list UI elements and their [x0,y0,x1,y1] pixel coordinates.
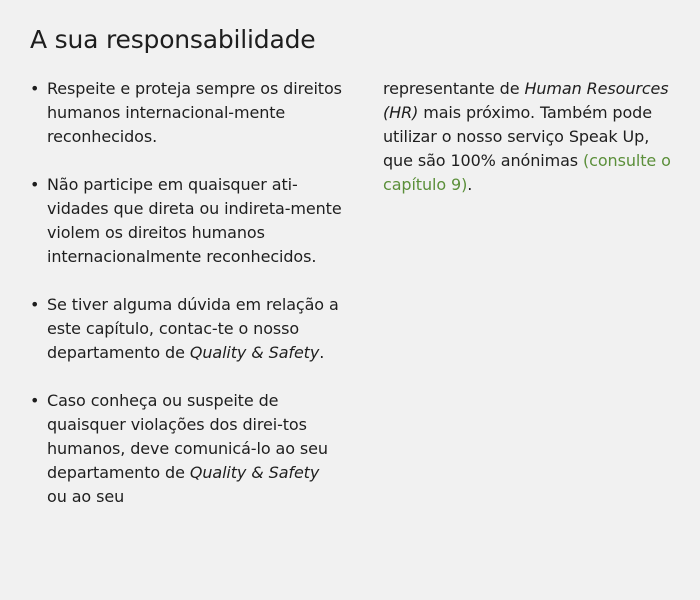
department-name: Quality & Safety [189,463,320,482]
responsibility-list [30,77,342,509]
hr-department-name: Human Resources (HR) [383,79,669,122]
bullet-text: Não participe em quaisquer ati-vidades que direta ou indireta-mente violem os direitos humanos internacionalmente reconhecidos. [47,175,342,266]
continuation-paragraph [383,77,673,197]
bullet-text: Caso conheça ou suspeite de quaisquer violações dos direi-tos humanos, deve comunicá-lo ao seu departamento de [47,391,328,482]
continuation-text: representante de [383,79,525,98]
list-item [30,173,342,269]
list-item [30,77,342,149]
right-column [383,77,673,197]
bullet-text: Respeite e proteja sempre os direitos humanos internacional-mente reconhecidos. [47,79,342,146]
list-item [30,389,342,509]
list-item [30,293,342,365]
department-name: Quality & Safety [189,343,320,362]
bullet-text: Se tiver alguma dúvida em relação a este capítulo, contac-te o nosso departamento de [47,295,339,362]
page-title: A sua responsabilidade [30,25,316,54]
continuation-text: mais próximo. Também pode utilizar o nosso serviço Speak Up, que são 100% anónimas [383,103,652,170]
continuation-end: . [467,175,473,194]
bullet-text-end: . [319,343,325,362]
chapter-reference-link[interactable]: (consulte o capítulo 9) [383,151,671,194]
left-column [30,77,342,533]
bullet-text-mid: ou ao seu [47,487,125,506]
